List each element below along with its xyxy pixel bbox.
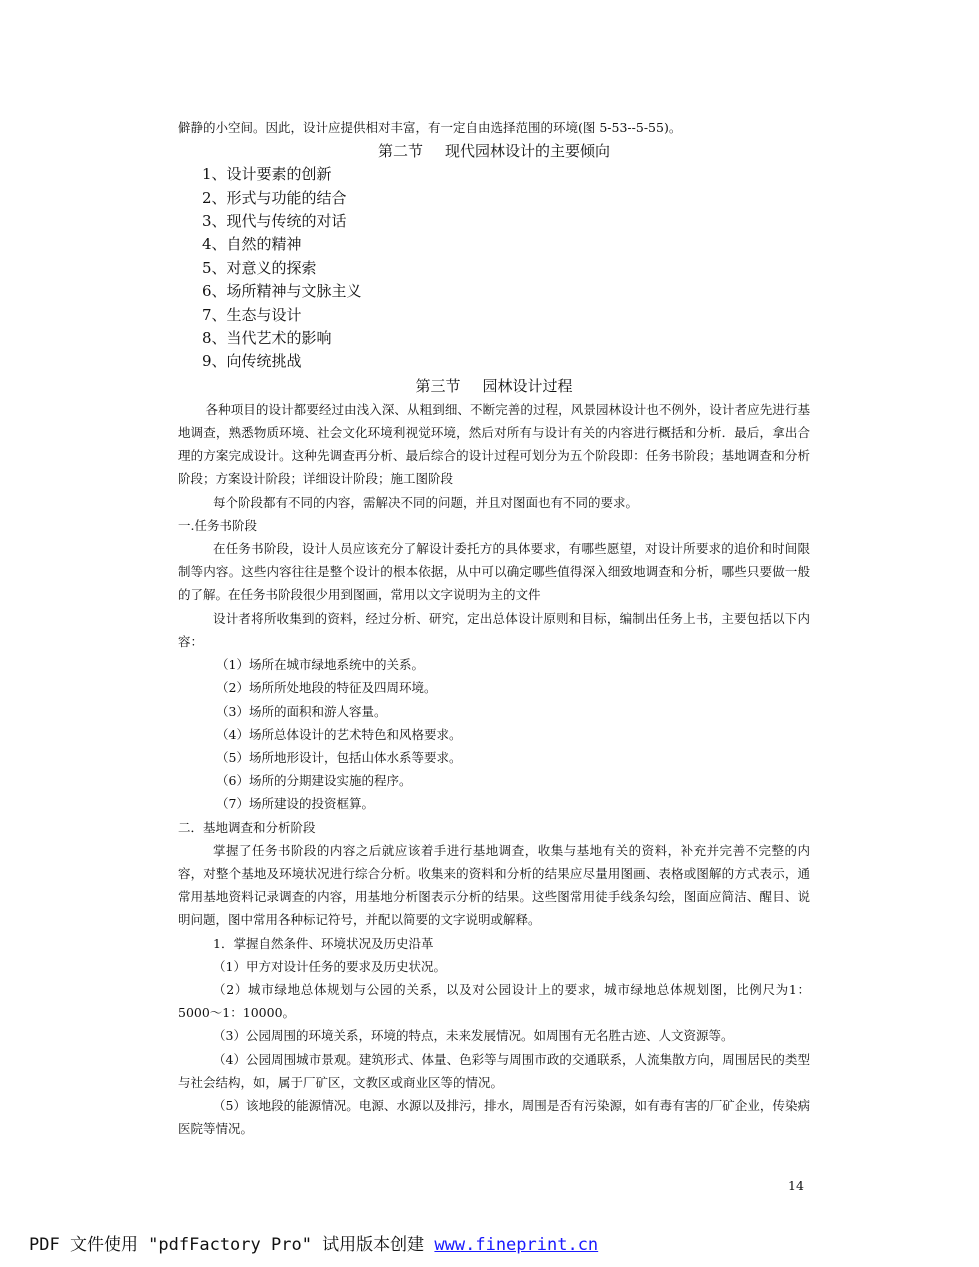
list-item: 7、生态与设计 — [202, 305, 302, 324]
section-2-title: 现代园林设计的主要倾向 — [445, 142, 611, 161]
brief-items-list — [178, 653, 810, 815]
list-item: 3、现代与传统的对话 — [202, 212, 347, 231]
list-item: （6）场所的分期建设实施的程序。 — [216, 773, 412, 789]
section-2-heading — [178, 139, 810, 163]
stage-2-label: 二．基地调查和分析阶段 — [178, 819, 316, 835]
paragraph-item-3: （3）公园周围的环境关系，环境的特点，未来发展情况。如周围有无名胜古迹、人文资源等。 — [213, 1028, 734, 1044]
list-item: （5）场所地形设计，包括山体水系等要求。 — [216, 749, 462, 765]
list-item: 8、当代艺术的影响 — [202, 329, 332, 348]
list-item: （1）场所在城市绿地系统中的关系。 — [216, 657, 424, 673]
section-3-number: 第三节 — [415, 376, 461, 395]
paragraph-item-4: （4）公园周围城市景观。建筑形式、体量、色彩等与周围市政的交通联系，人流集散方向，周围居民的类型与社会结构，如，属于厂矿区，文教区或商业区等的情况。 — [178, 1051, 810, 1090]
paragraph-site-survey: 掌握了任务书阶段的内容之后就应该着手进行基地调查，收集与基地有关的资料，补充并完善不完整的内容，对整个基地及环境状况进行综合分析。收集来的资料和分析的结果应尽量用图画、表格或图解的方式表示，通常用基地资料记录调查的内容，用基地分析图表示分析的结果。这些图常用徒手线条勾绘，图面应简洁、醒目、说明问题，图中常用各种标记符号，并配以简要的文字说明或解释。 — [178, 842, 810, 928]
section-3-heading — [178, 374, 810, 398]
paragraph-item-1: （1）甲方对设计任务的要求及历史状况。 — [213, 958, 446, 974]
page-number: 14 — [788, 1178, 804, 1193]
stage-1-label: 一.任务书阶段 — [178, 517, 257, 533]
list-item: 6、场所精神与文脉主义 — [202, 282, 362, 301]
paragraph-item-5: （5）该地段的能源情况。电源、水源以及排污，排水，周围是否有污染源，如有毒有害的厂矿企业，传染病医院等情况。 — [178, 1097, 810, 1137]
list-item: （2）场所所处地段的特征及四周环境。 — [216, 680, 437, 696]
paragraph-stage-requirements: 每个阶段都有不同的内容，需解决不同的问题，并且对图面也有不同的要求。 — [213, 494, 639, 510]
footer-text: PDF 文件使用 "pdfFactory Pro" 试用版本创建 — [29, 1235, 435, 1255]
page-body — [178, 116, 810, 1140]
list-item: 1、设计要素的创新 — [202, 165, 332, 184]
section-2-number: 第二节 — [377, 142, 423, 161]
section-3-title: 园林设计过程 — [482, 376, 573, 395]
list-item: （3）场所的面积和游人容量。 — [216, 703, 387, 719]
tendency-list — [178, 163, 810, 374]
paragraph-brief-stage: 在任务书阶段，设计人员应该充分了解设计委托方的具体要求，有哪些愿望，对设计所要求的追价和时间限制等内容。这些内容往往是整个设计的根本依据，从中可以确定哪些值得深入细致地调查和分析，哪些只要做一般的了解。在任务书阶段很少用到图画，常用以文字说明为主的文件 — [178, 541, 810, 603]
list-item: 5、对意义的探索 — [202, 258, 317, 277]
pdf-footer — [29, 1230, 598, 1255]
subheading-natural-conditions: 1．掌握自然条件、环境状况及历史沿革 — [213, 935, 434, 951]
list-item: 2、形式与功能的结合 — [202, 188, 347, 207]
paragraph-design-process: 各种项目的设计都要经过由浅入深、从粗到细、不断完善的过程，风景园林设计也不例外，设计者应先进行基地调查，熟悉物质环境、社会文化环境利视觉环境，然后对所有与设计有关的内容进行概括和分析．最后，拿出合理的方案完成设计。这种先调查再分析、最后综合的设计过程可划分为五个阶段即：任务书阶段；基地调查和分析阶段；方案设计阶段；详细设计阶段；施工图阶段 — [178, 401, 810, 487]
list-item: 9、向传统挑战 — [202, 352, 302, 371]
intro-paragraph: 僻静的小空间。因此，设计应提供相对丰富，有一定自由选择范围的环境(图 5-53--5-55)。 — [178, 120, 682, 135]
list-item: 4、自然的精神 — [202, 235, 302, 254]
list-item: （4）场所总体设计的艺术特色和风格要求。 — [216, 726, 462, 742]
paragraph-item-2: （2）城市绿地总体规划与公园的关系，以及对公园设计上的要求，城市绿地总体规划图，比例尺为1：5000～1：10000。 — [178, 981, 810, 1021]
footer-link[interactable]: www.fineprint.cn — [434, 1235, 599, 1255]
list-item: （7）场所建设的投资框算。 — [216, 796, 374, 812]
paragraph-brief-contents: 设计者将所收集到的资料，经过分析、研究，定出总体设计原则和目标，编制出任务上书，主要包括以下内容： — [178, 610, 810, 649]
